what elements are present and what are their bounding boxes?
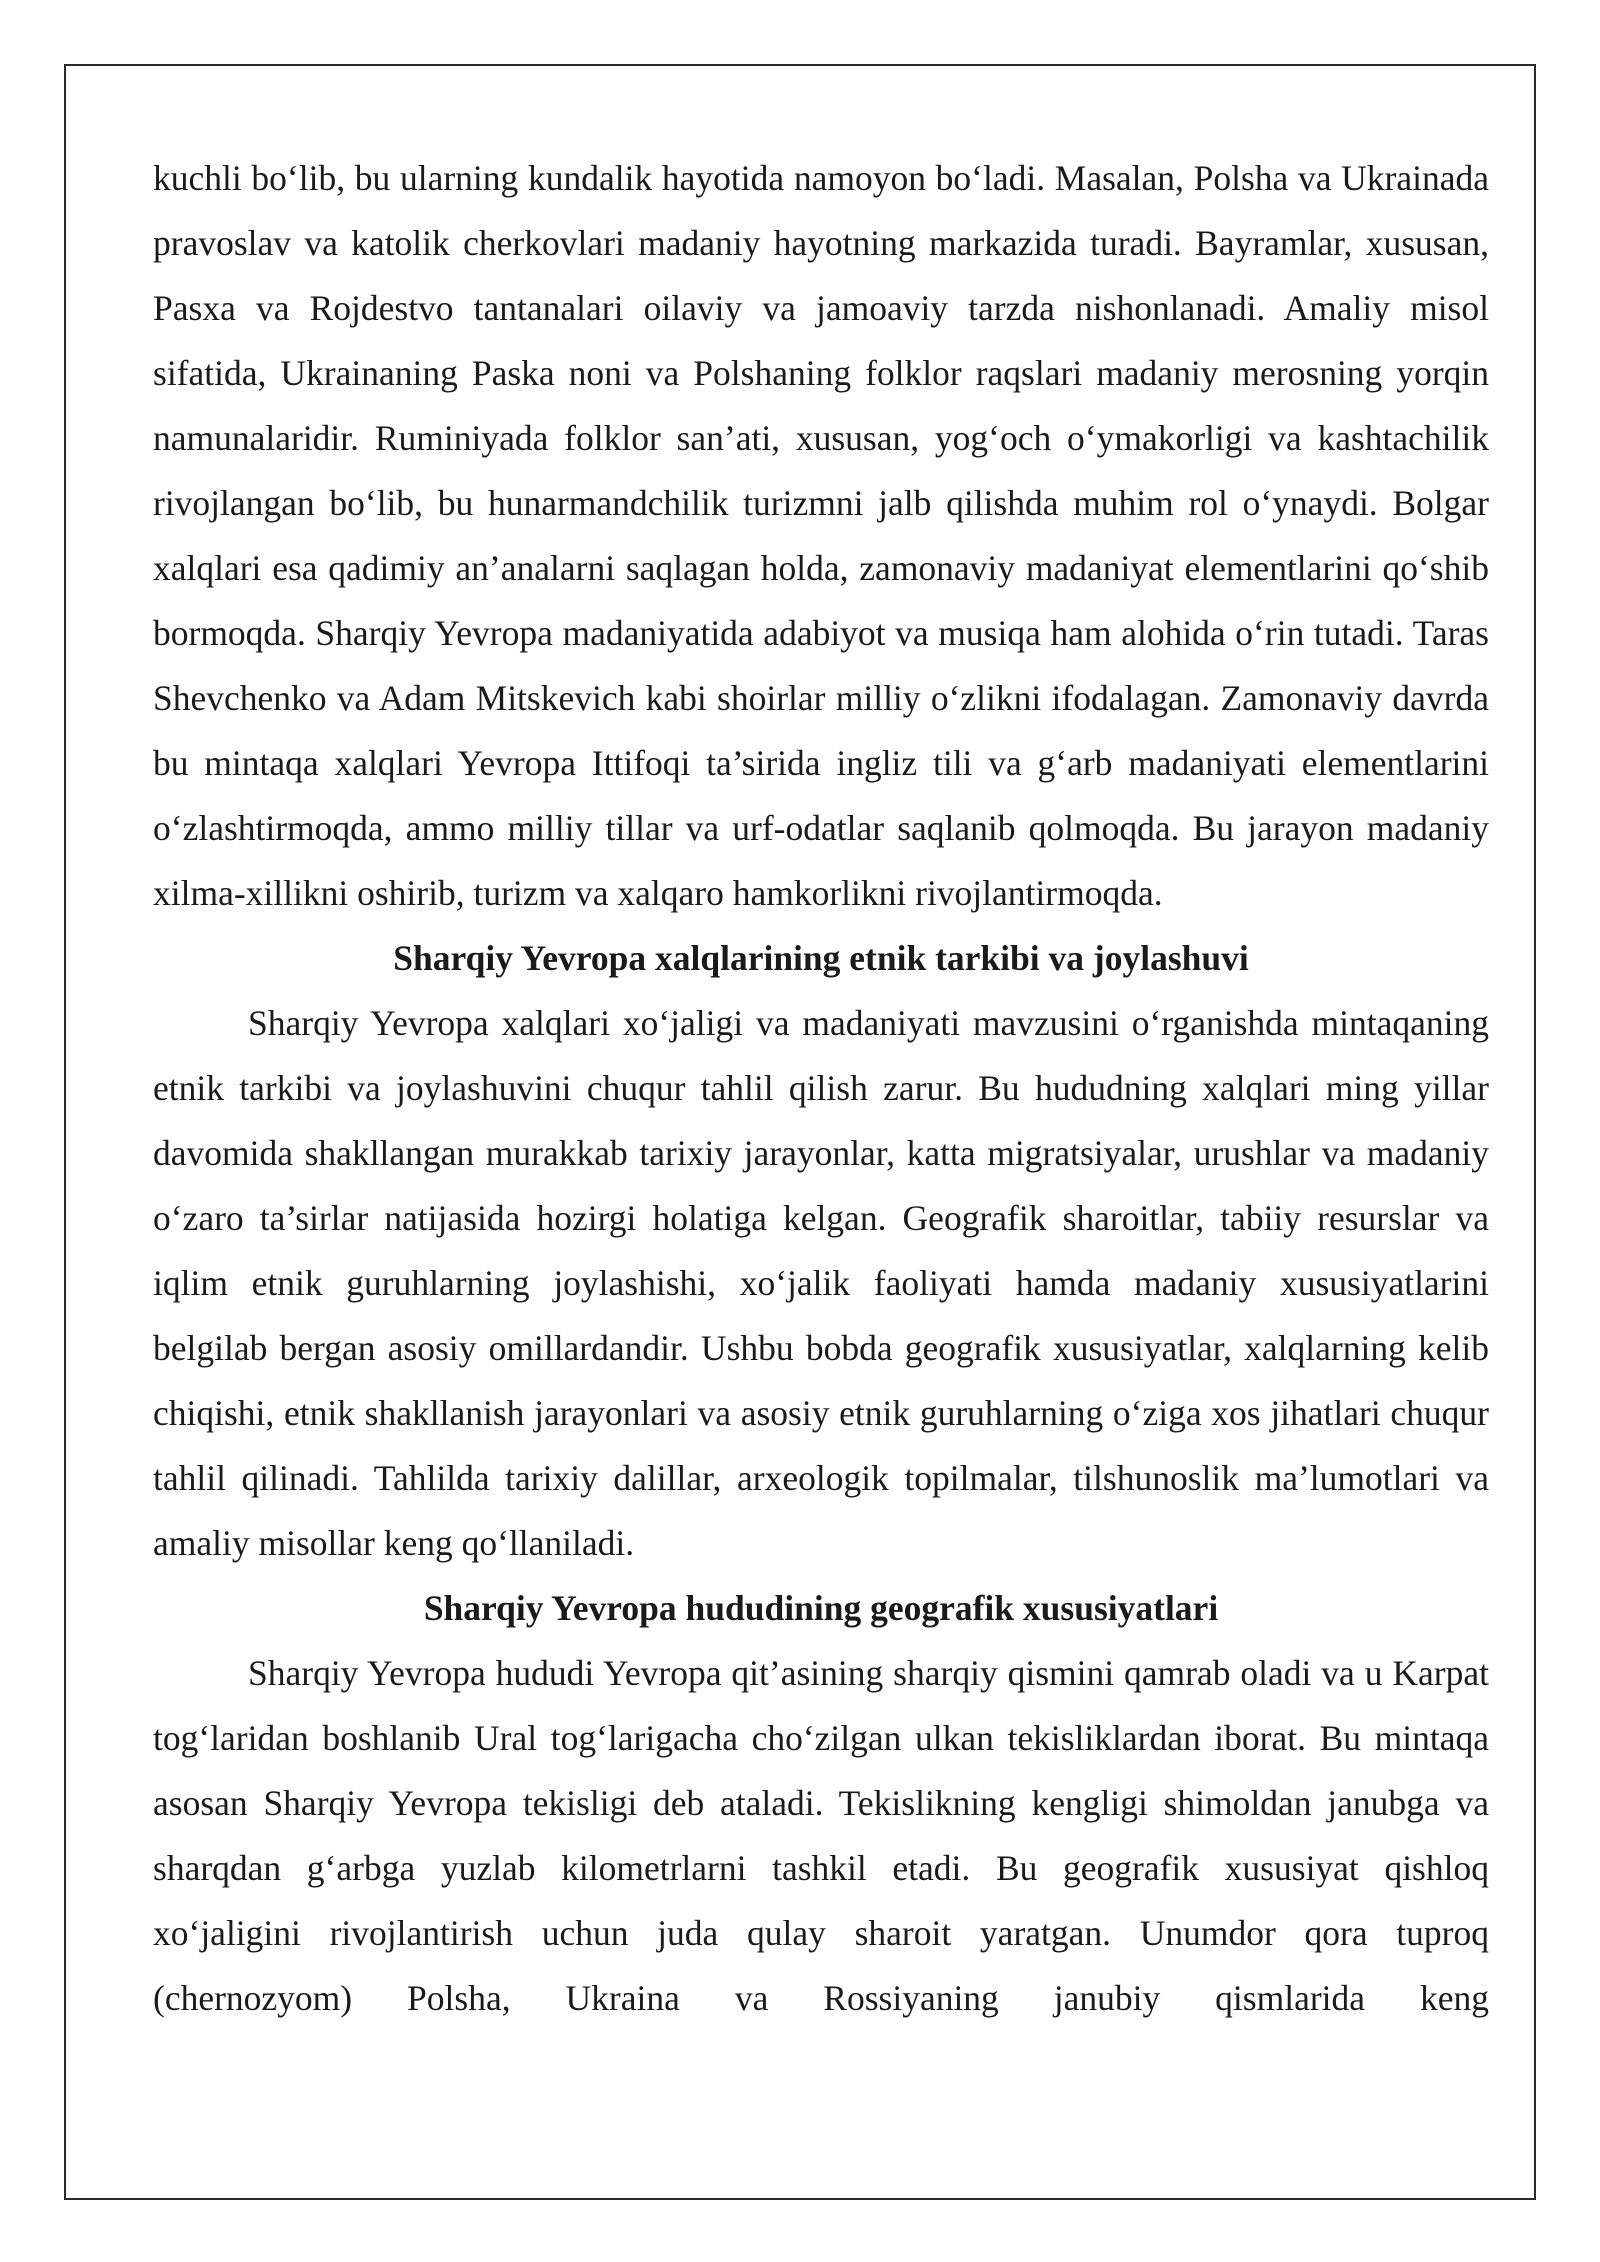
section-heading-ethnic-composition: Sharqiy Yevropa xalqlarining etnik tarkibi va joylashuvi [393,938,1249,978]
paragraph-ethnic-composition: Sharqiy Yevropa xalqlari xo‘jaligi va madaniyati mavzusini o‘rganishda mintaqaning etnik tarkibi va joylashuvini chuqur tahlil qilish zarur. Bu hududning xalqlari ming yillar davomida shakllangan murakkab tarixiy jarayonlar, katta migratsiyalar, urushlar va madaniy o‘zaro ta’sirlar natijasida hozirgi holatiga kelgan. Geografik sharoitlar, tabiiy resurslar va iqlim etnik guruhlarning joylashishi, xo‘jalik faoliyati hamda madaniy xususiyatlarini belgilab bergan asosiy omillardandir. Ushbu bobda geografik xususiyatlar, xalqlarning kelib chiqishi, etnik shakllanish jarayonlari va asosiy etnik guruhlarning o‘ziga xos jihatlari chuqur tahlil qilinadi. Tahlilda tarixiy dalillar, arxeologik topilmalar, tilshunoslik ma’lumotlari va amaliy misollar keng qo‘llaniladi. [153,1003,1489,1563]
paragraph-geography: Sharqiy Yevropa hududi Yevropa qit’asining sharqiy qismini qamrab oladi va u Karpat tog‘laridan boshlanib Ural tog‘larigacha cho‘zilgan ulkan tekisliklardan iborat. Bu mintaqa asosan Sharqiy Yevropa tekisligi deb ataladi. Tekislikning kengligi shimoldan janubga va sharqdan g‘arbga yuzlab kilometrlarni tashkil etadi. Bu geografik xususiyat qishloq xo‘jaligini rivojlantirish uchun juda qulay sharoit yaratgan. Unumdor qora tuproq (chernozyom) Polsha, Ukraina va Rossiyaning janubiy qismlarida keng [153,1653,1489,2018]
paragraph-culture: kuchli bo‘lib, bu ularning kundalik hayotida namoyon bo‘ladi. Masalan, Polsha va Ukrainada pravoslav va katolik cherkovlari madaniy hayotning markazida turadi. Bayramlar, xususan, Pasxa va Rojdestvo tantanalari oilaviy va jamoaviy tarzda nishonlanadi. Amaliy misol sifatida, Ukrainaning Paska noni va Polshaning folklor raqslari madaniy merosning yorqin namunalaridir. Ruminiyada folklor san’ati, xususan, yog‘och o‘ymakorligi va kashtachilik rivojlangan bo‘lib, bu hunarmandchilik turizmni jalb qilishda muhim rol o‘ynaydi. Bolgar xalqlari esa qadimiy an’analarni saqlagan holda, zamonaviy madaniyat elementlarini qo‘shib bormoqda. Sharqiy Yevropa madaniyatida adabiyot va musiqa ham alohida o‘rin tutadi. Taras Shevchenko va Adam Mitskevich kabi shoirlar milliy o‘zlikni ifodalagan. Zamonaviy davrda bu mintaqa xalqlari Yevropa Ittifoqi ta’sirida ingliz tili va g‘arb madaniyati elementlarini o‘zlashtirmoqda, ammo milliy tillar va urf-odatlar saqlanib qolmoqda. Bu jarayon madaniy xilma-xillikni oshirib, turizm va xalqaro hamkorlikni rivojlantirmoqda. [153,158,1489,913]
section-heading-geography: Sharqiy Yevropa hududining geografik xususiyatlari [423,1588,1219,1628]
document-body [153,146,1489,2031]
